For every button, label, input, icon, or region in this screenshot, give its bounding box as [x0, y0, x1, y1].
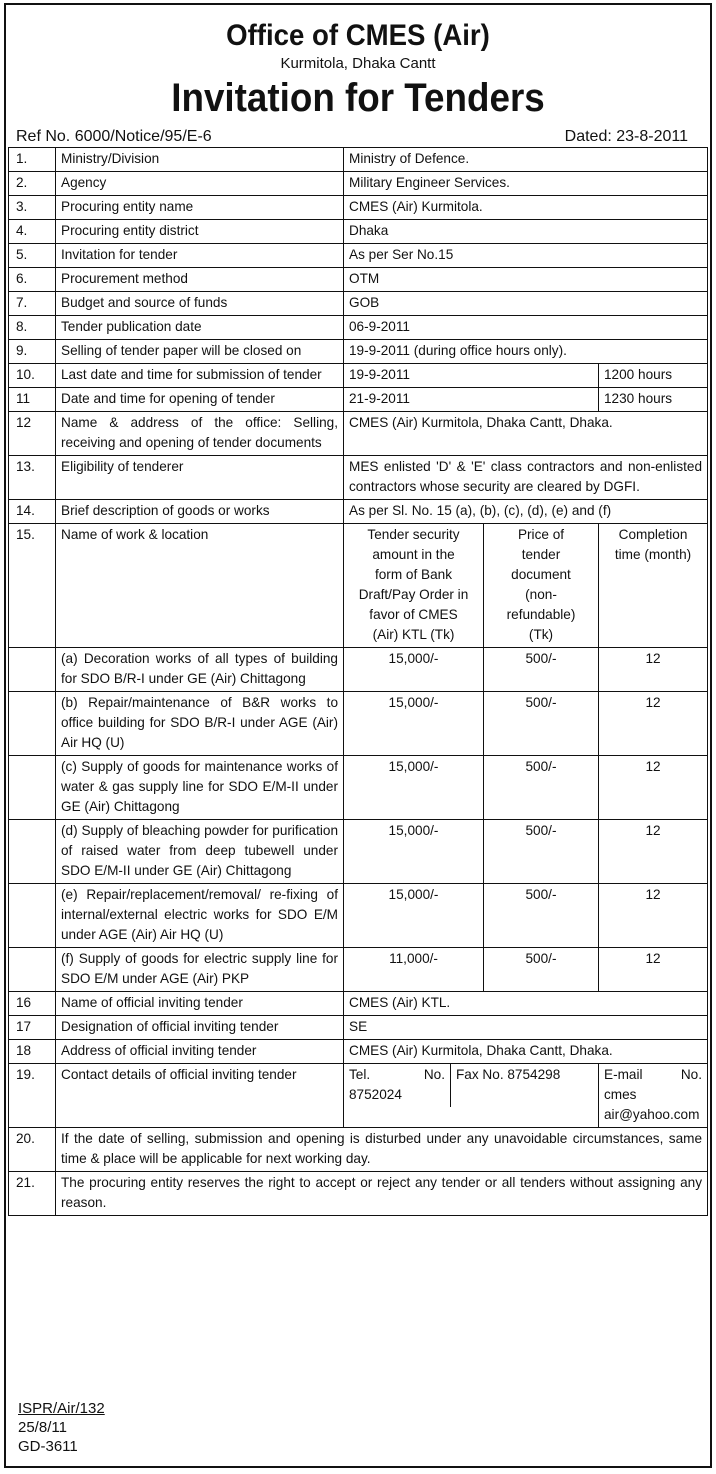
note-row — [9, 1128, 708, 1172]
serial-number: 2. — [9, 172, 56, 196]
contact-fax: Fax No. 8754298 — [456, 1067, 561, 1082]
item-label: Name & address of the office: Selling, receiving and opening of tender documents — [56, 412, 344, 456]
office-title: Office of CMES (Air) — [226, 19, 490, 52]
table-row — [9, 148, 708, 172]
work-item-row — [9, 884, 708, 948]
item-label: Budget and source of funds — [56, 292, 344, 316]
serial-number: 10. — [9, 364, 56, 388]
table-row — [9, 220, 708, 244]
footer-block — [18, 1399, 105, 1456]
work-price: 500/- — [484, 948, 599, 992]
item-value: CMES (Air) KTL. — [344, 992, 708, 1016]
tender-table — [8, 147, 708, 1216]
item-label: Name of official inviting tender — [56, 992, 344, 1016]
item-value: OTM — [344, 268, 708, 292]
item-value: GOB — [344, 292, 708, 316]
table-row — [9, 244, 708, 268]
serial-number: 4. — [9, 220, 56, 244]
item-label: Tender publication date — [56, 316, 344, 340]
work-time: 12 — [599, 820, 708, 884]
serial-number: 11 — [9, 388, 56, 412]
serial-number: 15. — [9, 524, 56, 648]
serial-number: 14. — [9, 500, 56, 524]
item-label: Procuring entity name — [56, 196, 344, 220]
item-label: Eligibility of tenderer — [56, 456, 344, 500]
time-column-header: Completion time (month) — [599, 524, 708, 648]
work-name: (d) Supply of bleaching powder for purification of raised water from deep tubewell under SDO E/M-II under GE (Air) Chittagong — [56, 820, 344, 884]
ref-line — [6, 125, 710, 147]
work-price: 500/- — [484, 648, 599, 692]
work-time: 12 — [599, 756, 708, 820]
table-row — [9, 1016, 708, 1040]
work-price: 500/- — [484, 756, 599, 820]
work-price: 500/- — [484, 820, 599, 884]
serial-number: 21. — [9, 1172, 56, 1216]
table-row — [9, 268, 708, 292]
work-name: (c) Supply of goods for maintenance works of water & gas supply line for SDO E/M-II under GE (Air) Chittagong — [56, 756, 344, 820]
item-label: Date and time for opening of tender — [56, 388, 344, 412]
item-value-time: 1200 hours — [599, 364, 708, 388]
work-time: 12 — [599, 948, 708, 992]
work-time: 12 — [599, 648, 708, 692]
item-value: SE — [344, 1016, 708, 1040]
gd-number: GD-3611 — [18, 1438, 78, 1455]
item-value: 19-9-2011 (during office hours only). — [344, 340, 708, 364]
table-row — [9, 456, 708, 500]
security-column-header: Tender security amount in the form of Bank Draft/Pay Order in favor of CMES (Air) KTL (Tk) — [344, 524, 484, 648]
work-security: 15,000/- — [344, 692, 484, 756]
serial-number: 17 — [9, 1016, 56, 1040]
serial-number: 18 — [9, 1040, 56, 1064]
notice-title: Invitation for Tenders — [171, 76, 545, 120]
table-row — [9, 364, 708, 388]
contact-email: E-mail No. cmes air@yahoo.com — [599, 1064, 708, 1128]
work-price: 500/- — [484, 884, 599, 948]
work-time: 12 — [599, 692, 708, 756]
item-label: Procurement method — [56, 268, 344, 292]
works-header-row — [9, 524, 708, 648]
table-row — [9, 992, 708, 1016]
item-value: 06-9-2011 — [344, 316, 708, 340]
table-row — [9, 196, 708, 220]
table-row — [9, 412, 708, 456]
table-row — [9, 500, 708, 524]
office-location: Kurmitola, Dhaka Cantt — [280, 55, 436, 72]
item-label: Brief description of goods or works — [56, 500, 344, 524]
work-security: 15,000/- — [344, 884, 484, 948]
contact-label: Contact details of official inviting tender — [56, 1064, 344, 1128]
contact-tel: Tel. No. 8752024 — [344, 1064, 451, 1107]
serial-number: 7. — [9, 292, 56, 316]
item-value-time: 1230 hours — [599, 388, 708, 412]
contact-row — [9, 1064, 708, 1128]
note-text: The procuring entity reserves the right to accept or reject any tender or all tenders without assigning any reason. — [56, 1172, 708, 1216]
table-row — [9, 316, 708, 340]
item-value: MES enlisted 'D' & 'E' class contractors and non-enlisted contractors whose security are cleared by DGFI. — [344, 456, 708, 500]
item-label: Address of official inviting tender — [56, 1040, 344, 1064]
work-name: (e) Repair/replacement/removal/ re-fixing of internal/external electric works for SDO E/M under AGE (Air) Air HQ (U) — [56, 884, 344, 948]
serial-number: 20. — [9, 1128, 56, 1172]
item-label: Designation of official inviting tender — [56, 1016, 344, 1040]
item-value: Dhaka — [344, 220, 708, 244]
item-value: CMES (Air) Kurmitola. — [344, 196, 708, 220]
works-label: Name of work & location — [56, 524, 344, 648]
work-security: 15,000/- — [344, 648, 484, 692]
item-value: As per Ser No.15 — [344, 244, 708, 268]
item-label: Procuring entity district — [56, 220, 344, 244]
item-value: CMES (Air) Kurmitola, Dhaka Cantt, Dhaka. — [344, 412, 708, 456]
serial-number: 13. — [9, 456, 56, 500]
serial-number: 5. — [9, 244, 56, 268]
item-value: CMES (Air) Kurmitola, Dhaka Cantt, Dhaka. — [344, 1040, 708, 1064]
work-name: (b) Repair/maintenance of B&R works to office building for SDO B/R-I under AGE (Air) Air HQ (U) — [56, 692, 344, 756]
serial-number: 19. — [9, 1064, 56, 1128]
footer-date: 25/8/11 — [18, 1419, 67, 1436]
work-item-row — [9, 692, 708, 756]
work-security: 15,000/- — [344, 756, 484, 820]
serial-number: 6. — [9, 268, 56, 292]
table-row — [9, 172, 708, 196]
work-price: 500/- — [484, 692, 599, 756]
item-value: Military Engineer Services. — [344, 172, 708, 196]
serial-number: 8. — [9, 316, 56, 340]
work-name: (f) Supply of goods for electric supply line for SDO E/M under AGE (Air) PKP — [56, 948, 344, 992]
table-row — [9, 388, 708, 412]
item-value: As per Sl. No. 15 (a), (b), (c), (d), (e) and (f) — [344, 500, 708, 524]
tender-notice — [4, 3, 712, 1468]
serial-number: 16 — [9, 992, 56, 1016]
work-name: (a) Decoration works of all types of building for SDO B/R-I under GE (Air) Chittagong — [56, 648, 344, 692]
work-time: 12 — [599, 884, 708, 948]
work-item-row — [9, 756, 708, 820]
table-row — [9, 292, 708, 316]
serial-number: 12 — [9, 412, 56, 456]
ref-number: Ref No. 6000/Notice/95/E-6 — [16, 128, 212, 145]
price-column-header: Price of tender document (non-refundable) (Tk) — [484, 524, 599, 648]
work-item-row — [9, 820, 708, 884]
item-label: Selling of tender paper will be closed on — [56, 340, 344, 364]
work-item-row — [9, 648, 708, 692]
notice-date: Dated: 23-8-2011 — [564, 128, 688, 145]
note-text: If the date of selling, submission and opening is disturbed under any unavoidable circumstances, same time & place will be applicable for next working day. — [56, 1128, 708, 1172]
item-value: Ministry of Defence. — [344, 148, 708, 172]
work-item-row — [9, 948, 708, 992]
serial-number: 3. — [9, 196, 56, 220]
table-row — [9, 340, 708, 364]
note-row — [9, 1172, 708, 1216]
table-row — [9, 1040, 708, 1064]
serial-number: 9. — [9, 340, 56, 364]
work-security: 15,000/- — [344, 820, 484, 884]
item-label: Agency — [56, 172, 344, 196]
item-label: Ministry/Division — [56, 148, 344, 172]
item-value: 19-9-2011 — [344, 364, 599, 388]
serial-number: 1. — [9, 148, 56, 172]
item-label: Invitation for tender — [56, 244, 344, 268]
item-value: 21-9-2011 — [344, 388, 599, 412]
ispr-code: ISPR/Air/132 — [18, 1400, 105, 1417]
work-security: 11,000/- — [344, 948, 484, 992]
item-label: Last date and time for submission of tender — [56, 364, 344, 388]
